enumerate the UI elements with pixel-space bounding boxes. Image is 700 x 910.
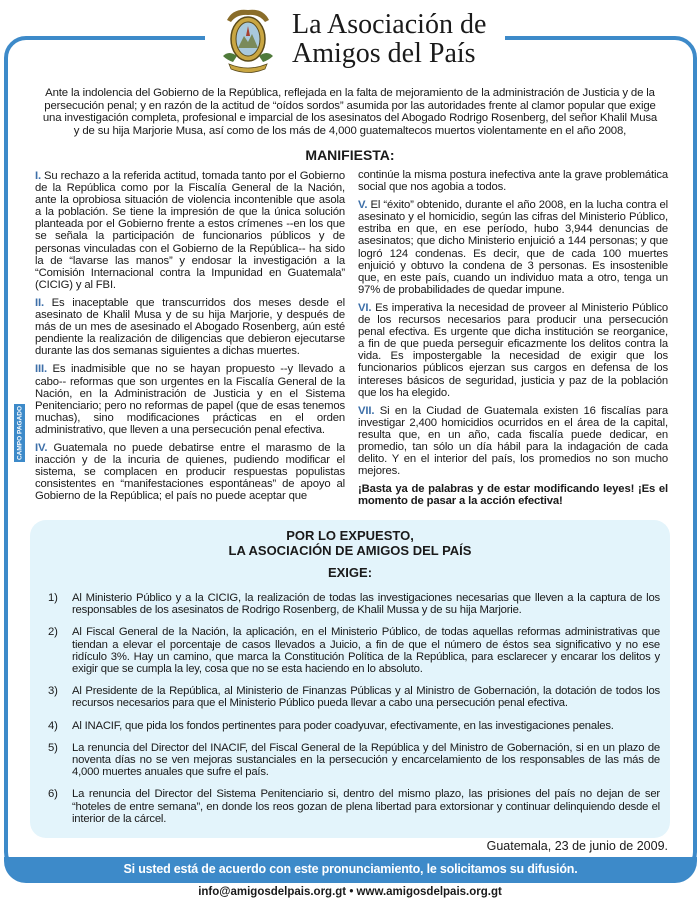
list-item: 3) Al Presidente de la República, al Ministerio de Finanzas Públicas y al Ministro de Gobernación, la dotación de todos los recursos necesarios para que el Ministerio Público pueda llevar a cabo una persecución penal efectiva. [48, 685, 660, 710]
intro-paragraph: Ante la indolencia del Gobierno de la República, reflejada en la falta de mejoramiento de la administración de Justicia y de la persecución penal; y en razón de la actitud de “oídos sordos” asumida por las autoridades frente al clamor popular que exige una investigación completa, profesional e imparcial de los asesinatos del Abogado Rodrigo Rosenberg, del señor Khalil Musa y de su hija Marjorie Musa, así como de los más de 4,000 guatemaltecos muertos violentamente en el año 2008, [42, 87, 658, 137]
title-line-2: Amigos del País [292, 38, 476, 69]
list-item: 4) Al INACIF, que pida los fondos pertinentes para poder coadyuvar, efectivamente, en las investigaciones penales. [48, 719, 614, 732]
paid-space-tab: CAMPO PAGADO [16, 405, 23, 461]
list-item: 5) La renuncia del Director del INACIF, del Fiscal General de la República y del Ministro de Gobernación, si en un plazo de noventa días no se ven mejoras sustanciales en la persecución y encarcelamiento de los responsables de las más de 4,000 muertes anuales que sufre el país. [48, 741, 660, 779]
footer-banner: Si usted está de acuerdo con este pronunciamiento, le solicitamos su difusión. [4, 857, 697, 883]
exige-heading: POR LO EXPUESTO, LA ASOCIACIÓN DE AMIGOS DEL PAÍS [228, 528, 472, 558]
manifiesta-heading: MANIFIESTA: [305, 147, 395, 163]
organization-title [292, 10, 486, 68]
exige-label: EXIGE: [327, 565, 373, 580]
manifiesta-column-left [35, 170, 345, 508]
list-item: 1) Al Ministerio Público y a la CICIG, la realización de todas las investigaciones necesarias que lleven a la captura de los responsables de los asesinatos de Rodrigo Rosenberg, de Khalil Mussa y de su hija Marjorie. [48, 592, 660, 617]
closing-statement: ¡Basta ya de palabras y de estar modificando leyes! ¡Es el momento de pasar a la acción efectiva! [358, 483, 668, 508]
point-ii: II. Es inaceptable que transcurridos dos meses desde el asesinato de Khalil Musa y de su hija Marjorie, y después de más de un mes de asesinado el Abogado Rosenberg, aún esté pendiente la realización de diligencias que debieron ejecutarse durante las dos semanas siguientes a dichas muertes. [35, 296, 345, 358]
document-date: Guatemala, 23 de junio de 2009. [486, 839, 668, 853]
header [0, 0, 700, 80]
list-item: 6) La renuncia del Director del Sistema Penitenciario si, dentro del mismo plazo, las prisiones del país no dejan de ser “hoteles de entre semana”, en donde los reos gozan de plena libertad para extorsionar y continuar delinquiendo desde el interior de la cárcel. [48, 788, 660, 825]
point-i: I. Su rechazo a la referida actitud, tomada tanto por el Gobierno de la República como por la Fiscalía General de la Nación, ante la oprobiosa situación de violencia incontenible que asola a la población. Se tiene la impresión de que la única solución planteada por el Gobierno frente a estos crímenes --en los que se señala la participación de funcionarios públicos y de personas vinculadas con el Gobierno de la República-- ha sido la de “lavarse las manos” y endosar la investigación a la “Comisión Internacional contra la Impunidad en Guatemala” (CICIG) y al FBI. [35, 170, 345, 291]
contact-info: info@amigosdelpais.org.gt • www.amigosdelpais.org.gt [198, 886, 502, 898]
point-vii: VII. Si en la Ciudad de Guatemala existen 16 fiscalías para investigar 2,400 homicidios ocurridos en el área de la capital, resulta que, en un año, cada fiscalía puede dedicar, en promedio, tan sólo un día hábil para la indagación de cada delito. Y en el interior del país, los promedios no son mucho mejores. [358, 404, 668, 478]
exige-list [48, 592, 660, 835]
point-v: V. El “éxito” obtenido, durante el año 2008, en la lucha contra el asesinato y el homicidio, según las cifras del Ministerio Público, estriba en que, en ese período, hubo 3,944 denuncias de asesinatos; que dicho Ministerio enjuició a 144 personas; y que logró 124 condenas. Es decir, que de cada 100 muertes enjuició y obtuvo la condena de 3 personas. Es insostenible que, en este país, cuando un individuo mata a otro, tenga un 97% de probabilidades de quedar impune. [358, 199, 668, 296]
manifiesta-column-right [358, 169, 668, 513]
point-iv: IV. Guatemala no puede debatirse entre el marasmo de la inacción y de la incuria de quienes, pudiendo modificar el sistema, se complacen en producir respuestas populistas consistentes en “manifestaciones espontáneas” de apoyo al Gobierno de la República; el país no puede aceptar que [35, 441, 345, 503]
point-iii: III. Es inadmisible que no se hayan propuesto --y llevado a cabo-- reformas que son urgentes en la Fiscalía General de la Nación, en la Administración de Justicia y en el Sistema Penitenciario; pero no reformas de papel (que de esas tenemos muchas), sino modificaciones prácticas en el orden administrativo, que lleven a una persecución penal efectiva. [35, 363, 345, 436]
coat-of-arms-icon [219, 6, 277, 76]
list-item: 2) Al Fiscal General de la Nación, la aplicación, en el Ministerio Público, de todas aquellas reformas administrativas que tiendan a elevar el porcentaje de casos llevados a Juicio, a fin de que el número de éstos sea significativo y no ese ridículo 3%. Hay un camino, que marca la Constitución Política de la República, para esclarecer y encarar los delitos y exigir que se cumpla la ley, cosa que no se esta haciendo en lo absoluto. [48, 626, 660, 676]
title-line-1: La Asociación de [292, 9, 487, 40]
point-iv-continued: continúe la misma postura inefectiva ante la grave problemática social que nos agobia a todos. [358, 169, 668, 194]
point-vi: VI. Es imperativa la necesidad de proveer al Ministerio Público de los recursos necesarios para producir una persecución penal efectiva. Es urgente que dicha institución se reorganice, a fin de que pueda perseguir eficazmente los delitos contra la vida. Es impostergable la necesidad de exigir que los funcionarios públicos ejerzan sus cargos en defensa de los intereses básicos de seguridad, justicia y paz de la población que los ha elegido. [358, 301, 668, 399]
